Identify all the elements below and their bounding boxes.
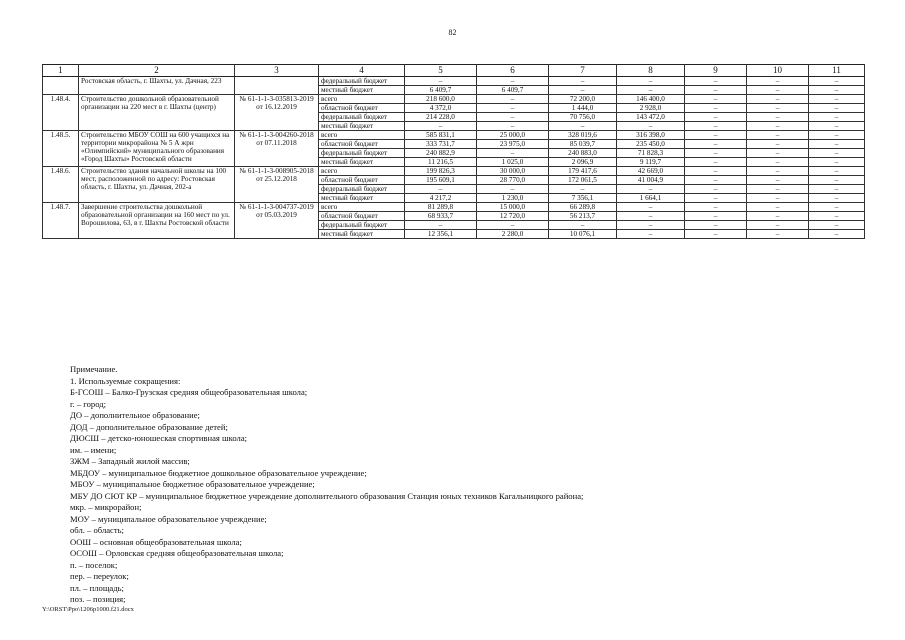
funding-source: всего [319, 131, 405, 140]
abbreviation-item: п. – поселок; [70, 559, 118, 570]
abbreviation-item: ДЮСШ – детско-юношеская спортивная школа; [70, 433, 248, 443]
value-cell: 10 076,1 [549, 230, 617, 239]
value-cell: – [809, 194, 865, 203]
value-cell: – [549, 185, 617, 194]
value-cell: – [685, 149, 747, 158]
value-cell: – [747, 221, 809, 230]
table-row [43, 77, 865, 86]
value-cell: – [549, 221, 617, 230]
funding-source: федеральный бюджет [319, 185, 405, 194]
value-cell: – [809, 77, 865, 86]
value-cell: – [477, 185, 549, 194]
value-cell: – [685, 113, 747, 122]
value-cell: 6 409,7 [405, 86, 477, 95]
abbreviation-item: ДО – дополнительное образование; [70, 410, 200, 420]
value-cell: – [809, 203, 865, 212]
value-cell: 218 600,0 [405, 95, 477, 104]
funding-source: местный бюджет [319, 194, 405, 203]
value-cell: 30 000,0 [477, 167, 549, 176]
value-cell: – [809, 158, 865, 167]
column-header: 2 [79, 65, 235, 77]
funding-source: всего [319, 203, 405, 212]
value-cell: – [809, 140, 865, 149]
value-cell: – [617, 77, 685, 86]
abbreviation-item: ДОД – дополнительное образование детей; [70, 421, 228, 432]
abbreviation-item: пер. – переулок; [70, 571, 129, 581]
abbreviation-item: им. – имени; [70, 444, 117, 455]
column-header: 1 [43, 65, 79, 77]
value-cell: 195 609,1 [405, 176, 477, 185]
item-name: Строительство дошкольной образовательной организации на 220 мест в г. Шахты (центр) [79, 95, 235, 131]
funding-source: местный бюджет [319, 158, 405, 167]
abbreviation-item: МБУ ДО СЮТ КР – муниципальное бюджетное учреждение дополнительного образования Станция юных техников Кагальницкого района; [70, 490, 584, 501]
abbreviation-item: ООШ – основная общеобразовательная школа; [70, 536, 242, 547]
value-cell: – [685, 95, 747, 104]
column-header: 9 [685, 65, 747, 77]
value-cell: – [809, 149, 865, 158]
funding-source: местный бюджет [319, 86, 405, 95]
value-cell: – [685, 140, 747, 149]
value-cell: – [617, 86, 685, 95]
value-cell: 2 928,0 [617, 104, 685, 113]
value-cell: 235 450,0 [617, 140, 685, 149]
value-cell: – [549, 86, 617, 95]
value-cell: 7 356,1 [549, 194, 617, 203]
value-cell: – [477, 221, 549, 230]
value-cell: – [617, 221, 685, 230]
notes-section [70, 364, 870, 606]
value-cell: 25 000,0 [477, 131, 549, 140]
abbreviation-item: обл. – область; [70, 525, 124, 535]
value-cell: – [747, 230, 809, 239]
value-cell: 1 025,0 [477, 158, 549, 167]
value-cell: – [405, 77, 477, 86]
value-cell: 585 831,1 [405, 131, 477, 140]
value-cell: – [405, 122, 477, 131]
value-cell: 240 883,0 [549, 149, 617, 158]
abbreviation-item: поз. – позиция; [70, 594, 126, 604]
value-cell: – [549, 77, 617, 86]
value-cell: – [747, 140, 809, 149]
value-cell: 2 096,9 [549, 158, 617, 167]
value-cell: – [747, 131, 809, 140]
abbreviation-item: Б-ГСОШ – Балко-Грузская средняя общеобразовательная школа; [70, 387, 308, 397]
value-cell: 81 289,8 [405, 203, 477, 212]
abbreviation-item: МОУ – муниципальное образовательное учреждение; [70, 513, 267, 524]
value-cell: 179 417,6 [549, 167, 617, 176]
value-cell: 12 720,0 [477, 212, 549, 221]
value-cell: 28 770,0 [477, 176, 549, 185]
value-cell: 1 664,1 [617, 194, 685, 203]
value-cell: – [809, 185, 865, 194]
value-cell: – [685, 203, 747, 212]
value-cell: – [747, 185, 809, 194]
funding-source: федеральный бюджет [319, 113, 405, 122]
notes-list [70, 387, 870, 606]
item-number: 1.48.4. [43, 95, 79, 131]
value-cell: – [809, 131, 865, 140]
funding-source: федеральный бюджет [319, 149, 405, 158]
table-row [43, 131, 865, 140]
value-cell: – [747, 212, 809, 221]
value-cell: – [685, 176, 747, 185]
value-cell: – [747, 122, 809, 131]
value-cell: 72 200,0 [549, 95, 617, 104]
value-cell: 56 213,7 [549, 212, 617, 221]
value-cell: – [809, 113, 865, 122]
item-name: Строительство МБОУ СОШ на 600 учащихся на территории микрорайона № 5 А жрн «Олимпийский» муниципального образования «Город Шахты» Ростовской области [79, 131, 235, 167]
value-cell: – [747, 167, 809, 176]
value-cell: 172 061,5 [549, 176, 617, 185]
value-cell: 146 400,0 [617, 95, 685, 104]
value-cell: 41 004,9 [617, 176, 685, 185]
value-cell: 23 975,0 [477, 140, 549, 149]
value-cell: – [477, 95, 549, 104]
item-number: 1.48.5. [43, 131, 79, 167]
abbreviation-item: мкр. – микрорайон; [70, 502, 142, 512]
value-cell: – [685, 221, 747, 230]
value-cell: – [685, 77, 747, 86]
funding-source: областной бюджет [319, 176, 405, 185]
value-cell: 12 356,1 [405, 230, 477, 239]
value-cell: – [685, 131, 747, 140]
funding-source: всего [319, 95, 405, 104]
column-header: 8 [617, 65, 685, 77]
value-cell: – [477, 122, 549, 131]
value-cell: 143 472,0 [617, 113, 685, 122]
table-row [43, 167, 865, 176]
value-cell: – [809, 230, 865, 239]
page-number: 82 [448, 28, 457, 37]
abbreviation-item: МБОУ – муниципальное бюджетное образовательное учреждение; [70, 479, 315, 489]
value-cell: – [747, 86, 809, 95]
value-cell: 4 372,0 [405, 104, 477, 113]
value-cell: – [685, 86, 747, 95]
value-cell: 15 000,0 [477, 203, 549, 212]
value-cell: 11 216,5 [405, 158, 477, 167]
value-cell: 70 756,0 [549, 113, 617, 122]
abbreviation-item: пл. – площадь; [70, 582, 124, 593]
value-cell: 199 826,3 [405, 167, 477, 176]
value-cell: 42 669,0 [617, 167, 685, 176]
column-header: 3 [235, 65, 319, 77]
value-cell: – [477, 149, 549, 158]
value-cell: – [617, 185, 685, 194]
value-cell: 71 828,3 [617, 149, 685, 158]
value-cell: – [685, 230, 747, 239]
value-cell: 68 933,7 [405, 212, 477, 221]
value-cell: – [747, 194, 809, 203]
value-cell: 240 882,9 [405, 149, 477, 158]
item-document: № 61-1-1-3-035813-2019 от 16.12.2019 [235, 95, 319, 131]
value-cell: – [747, 158, 809, 167]
notes-intro: 1. Используемые сокращения: [70, 375, 181, 386]
value-cell: 1 230,0 [477, 194, 549, 203]
value-cell: – [747, 104, 809, 113]
item-document: № 61-1-1-3-008905-2018 от 25.12.2018 [235, 167, 319, 203]
item-document: № 61-1-1-3-004260-2018 от 07.11.2018 [235, 131, 319, 167]
budget-table [42, 64, 865, 239]
abbreviation-item: ОСОШ – Орловская средняя общеобразовательная школа; [70, 548, 284, 558]
value-cell: – [809, 104, 865, 113]
value-cell: – [809, 95, 865, 104]
table-row [43, 95, 865, 104]
value-cell: – [549, 122, 617, 131]
value-cell: 85 039,7 [549, 140, 617, 149]
value-cell: 328 019,6 [549, 131, 617, 140]
column-header: 11 [809, 65, 865, 77]
value-cell: – [685, 122, 747, 131]
value-cell: – [617, 203, 685, 212]
item-name: Строительство здания начальной школы на 100 мест, расположенной по адресу: Ростовская область, г. Шахты, ул. Дачная, 202-а [79, 167, 235, 203]
value-cell: – [617, 230, 685, 239]
value-cell: – [685, 212, 747, 221]
value-cell: 316 398,0 [617, 131, 685, 140]
value-cell: – [685, 194, 747, 203]
funding-source: федеральный бюджет [319, 221, 405, 230]
item-name: Ростовская область, г. Шахты, ул. Дачная, 223 [79, 77, 235, 95]
value-cell: – [405, 221, 477, 230]
funding-source: областной бюджет [319, 212, 405, 221]
value-cell: – [747, 176, 809, 185]
funding-source: местный бюджет [319, 230, 405, 239]
file-path: Y:\ORST\Ppo\1206p1000.f21.docx [42, 606, 134, 613]
value-cell: 2 280,0 [477, 230, 549, 239]
value-cell: 333 731,7 [405, 140, 477, 149]
value-cell: 214 228,0 [405, 113, 477, 122]
value-cell: – [809, 176, 865, 185]
item-document [235, 77, 319, 95]
value-cell: – [685, 167, 747, 176]
funding-source: областной бюджет [319, 104, 405, 113]
value-cell: – [809, 167, 865, 176]
funding-source: областной бюджет [319, 140, 405, 149]
value-cell: 9 119,7 [617, 158, 685, 167]
value-cell: – [809, 86, 865, 95]
table-header-row [43, 65, 865, 77]
value-cell: – [747, 149, 809, 158]
abbreviation-item: ЗЖМ – Западный жилой массив; [70, 456, 190, 466]
column-header: 4 [319, 65, 405, 77]
funding-source: федеральный бюджет [319, 77, 405, 86]
column-header: 10 [747, 65, 809, 77]
funding-source: местный бюджет [319, 122, 405, 131]
value-cell: – [747, 203, 809, 212]
value-cell: – [685, 185, 747, 194]
notes-title: Примечание. [70, 364, 118, 374]
value-cell: – [617, 212, 685, 221]
value-cell: – [617, 122, 685, 131]
item-number: 1.48.6. [43, 167, 79, 203]
column-header: 7 [549, 65, 617, 77]
abbreviation-item: МБДОУ – муниципальное бюджетное дошкольное образовательное учреждение; [70, 467, 367, 478]
value-cell: 1 444,0 [549, 104, 617, 113]
item-document: № 61-1-1-3-004737-2019 от 05.03.2019 [235, 203, 319, 239]
abbreviation-item: г. – город; [70, 398, 107, 409]
value-cell: – [405, 185, 477, 194]
value-cell: 4 217,2 [405, 194, 477, 203]
item-number: 1.48.7. [43, 203, 79, 239]
funding-source: всего [319, 167, 405, 176]
value-cell: – [685, 104, 747, 113]
item-number [43, 77, 79, 95]
value-cell: – [477, 104, 549, 113]
value-cell: – [747, 95, 809, 104]
column-header: 5 [405, 65, 477, 77]
value-cell: – [477, 113, 549, 122]
value-cell: 66 289,8 [549, 203, 617, 212]
value-cell: – [809, 212, 865, 221]
value-cell: – [747, 77, 809, 86]
value-cell: – [685, 158, 747, 167]
value-cell: 6 409,7 [477, 86, 549, 95]
value-cell: – [809, 122, 865, 131]
table-row [43, 203, 865, 212]
column-header: 6 [477, 65, 549, 77]
value-cell: – [747, 113, 809, 122]
item-name: Завершение строительства дошкольной образовательной организации на 160 мест по ул. Ворошилова, 63, в г. Шахты Ростовской области [79, 203, 235, 239]
value-cell: – [809, 221, 865, 230]
value-cell: – [477, 77, 549, 86]
